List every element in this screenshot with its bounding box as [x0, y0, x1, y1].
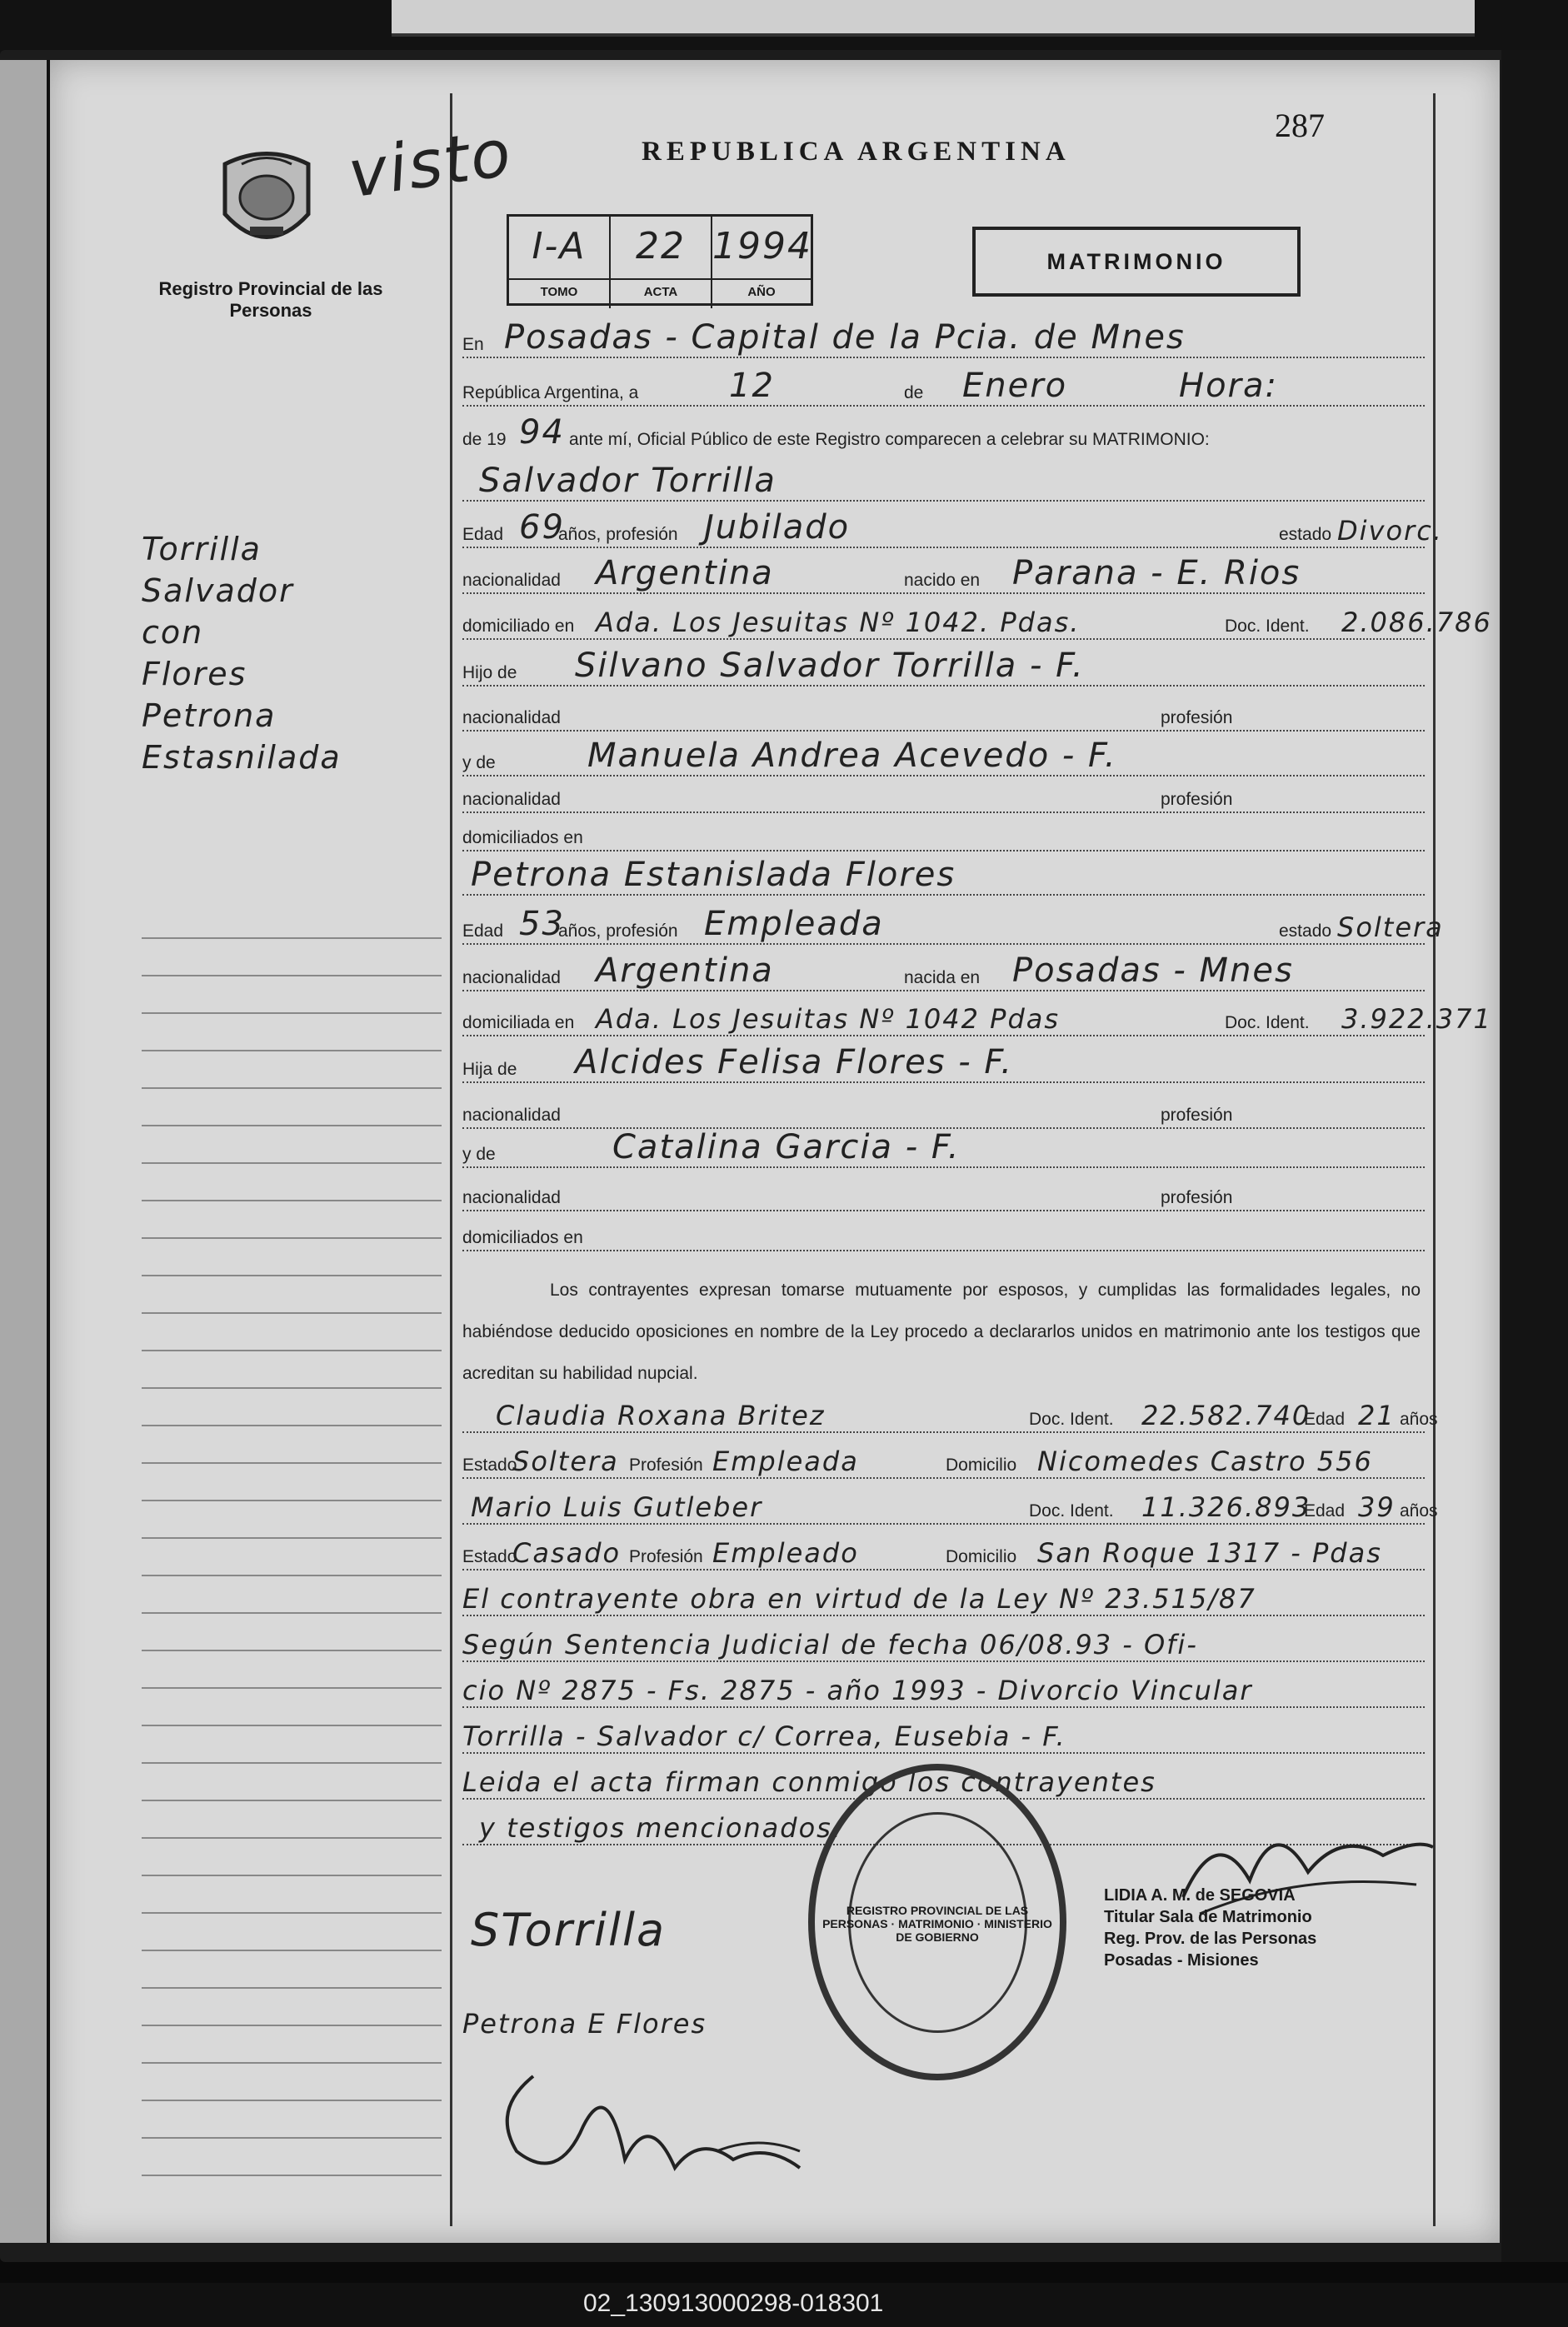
page-number: 287	[1275, 107, 1325, 144]
groom-domicile-line	[462, 820, 1425, 856]
groom-address: Ada. Los Jesuitas Nº 1042. Pdas.	[596, 607, 1081, 638]
place-line	[462, 318, 1425, 363]
estado-label: Estado	[462, 1456, 517, 1475]
doc-label: Doc. Ident.	[1225, 1013, 1310, 1032]
groom-mother-line	[462, 737, 1425, 781]
witness2-age: 39	[1358, 1491, 1396, 1523]
month-value: Enero	[962, 367, 1068, 405]
doc-label: Doc. Ident.	[1029, 1501, 1114, 1521]
day-value: 12	[729, 367, 775, 405]
de19-label: de 19	[462, 430, 507, 449]
groom-nationality-line	[462, 554, 1425, 599]
document-title: REPUBLICA ARGENTINA	[642, 137, 1071, 167]
nacionalidad-label: nacionalidad	[462, 708, 561, 727]
bride-mother: Catalina Garcia - F.	[612, 1128, 961, 1166]
witness2-doc: 11.326.893	[1141, 1491, 1311, 1523]
margin-rule	[450, 93, 452, 2226]
visto-mark: visto	[343, 115, 517, 213]
profesion-label: profesión	[1161, 1106, 1233, 1125]
image-id-label: 02_130913000298-018301	[583, 2290, 884, 2317]
note-line	[462, 1676, 1425, 1713]
bride-signature	[462, 2010, 879, 2046]
note-line	[462, 1585, 1425, 1621]
statement-line	[462, 413, 1425, 458]
witness-signature-scribble	[483, 2060, 833, 2193]
nacionalidad-label: nacionalidad	[462, 968, 561, 987]
nacionalidad-label: nacionalidad	[462, 1106, 561, 1125]
bride-domicile-line	[462, 1220, 1425, 1256]
official-block	[1104, 1885, 1316, 1971]
nacionalidad-label: nacionalidad	[462, 1188, 561, 1207]
bride-age-line	[462, 905, 1444, 950]
note-text: y testigos mencionados.	[479, 1812, 843, 1844]
witness2-status: Casado	[512, 1537, 622, 1569]
margin-note-line: Estasnilada	[142, 739, 342, 776]
estado-label: Estado	[462, 1547, 517, 1566]
hora-value: Hora:	[1179, 367, 1278, 405]
tomo-label: TOMO	[509, 278, 609, 299]
yde-label: y de	[462, 1145, 496, 1164]
profesion-label: años, profesión	[558, 921, 678, 941]
domiciliados-label: domiciliados en	[462, 828, 583, 847]
groom-father-nationality-line	[462, 700, 1425, 737]
groom-name-line	[462, 462, 1425, 507]
groom-address-line	[462, 607, 1492, 645]
margin-note-line: Petrona	[142, 697, 277, 734]
place-value: Posadas - Capital de la Pcia. de Mnes	[504, 318, 1186, 357]
nacionalidad-label: nacionalidad	[462, 790, 561, 809]
doc-label: Doc. Ident.	[1029, 1410, 1114, 1429]
edad-label: Edad	[462, 525, 504, 544]
anio-value: 1994	[712, 225, 812, 267]
official-name: LIDIA A. M. de SEGOVIA	[1104, 1886, 1296, 1905]
official-office: Reg. Prov. de las Personas	[1104, 1930, 1317, 1948]
registry-name: Registro Provincial de las Personas	[158, 278, 383, 321]
note-line	[462, 1722, 1425, 1759]
year-value: 94	[519, 413, 565, 452]
profesion-label: profesión	[1161, 708, 1233, 727]
witness1-profession: Empleada	[712, 1446, 859, 1477]
edad-label: Edad	[462, 921, 504, 941]
witness2-name: Mario Luis Gutleber	[471, 1491, 763, 1523]
footer-bar	[0, 2283, 1568, 2327]
right-book-edge	[1501, 50, 1568, 2262]
witness1-age: 21	[1358, 1400, 1396, 1431]
official-title: Titular Sala de Matrimonio	[1104, 1908, 1312, 1926]
de-label: de	[904, 383, 924, 402]
coat-of-arms-icon	[217, 147, 317, 256]
groom-signature-text: STorrilla	[471, 1904, 667, 1956]
previous-page-edge	[392, 0, 1475, 37]
note-text: El contrayente obra en virtud de la Ley Nº 23.515/87	[462, 1583, 1256, 1615]
groom-father: Silvano Salvador Torrilla - F.	[575, 647, 1085, 685]
witness1-status: Soltera	[512, 1446, 619, 1477]
bride-age: 53	[519, 905, 565, 943]
bride-father: Alcides Felisa Flores - F.	[575, 1043, 1013, 1081]
republica-label: República Argentina, a	[462, 383, 639, 402]
nacionalidad-label: nacionalidad	[462, 571, 561, 590]
witness1-address: Nicomedes Castro 556	[1037, 1446, 1373, 1477]
nacido-label: nacido en	[904, 571, 981, 590]
groom-birthplace: Parana - E. Rios	[1012, 554, 1301, 592]
official-city: Posadas - Misiones	[1104, 1951, 1259, 1970]
bride-doc: 3.922.371	[1341, 1003, 1492, 1035]
hija-label: Hija de	[462, 1060, 517, 1079]
groom-age: 69	[519, 508, 565, 547]
groom-father-line	[462, 647, 1425, 692]
record-type-box: MATRIMONIO	[972, 227, 1301, 297]
bride-nationality-line	[462, 951, 1425, 996]
witness1-detail-line	[462, 1447, 1425, 1484]
witness2-line	[462, 1491, 1438, 1530]
acta-label: ACTA	[611, 278, 711, 299]
edad-label: Edad	[1304, 1501, 1346, 1521]
bride-address-line	[462, 1003, 1492, 1041]
date-line	[462, 367, 1425, 412]
domicilio-label: domiciliada en	[462, 1013, 575, 1032]
bride-status: Soltera	[1337, 911, 1444, 943]
profesion-label: profesión	[1161, 790, 1233, 809]
record-box	[507, 214, 813, 306]
witness1-line	[462, 1400, 1438, 1438]
profesion-label: profesión	[1161, 1188, 1233, 1207]
bride-name-line	[462, 856, 1425, 901]
witness2-profession: Empleado	[712, 1537, 859, 1569]
profesion-label: años, profesión	[558, 525, 678, 544]
anios-label: años	[1400, 1410, 1438, 1429]
bride-mother-nationality-line	[462, 1180, 1425, 1216]
groom-status: Divorc.	[1337, 515, 1443, 547]
estado-label: estado	[1279, 921, 1332, 941]
anio-cell	[712, 217, 811, 308]
groom-mother-nationality-line	[462, 781, 1425, 818]
hijo-label: Hijo de	[462, 663, 517, 682]
bride-address: Ada. Los Jesuitas Nº 1042 Pdas	[596, 1003, 1061, 1035]
note-text: cio Nº 2875 - Fs. 2875 - año 1993 - Divorcio Vincular	[462, 1675, 1253, 1706]
groom-doc: 2.086.786	[1341, 607, 1492, 638]
stamp-text: REGISTRO PROVINCIAL DE LAS PERSONAS · MATRIMONIO · MINISTERIO DE GOBIERNO	[822, 1904, 1052, 1944]
note-line	[462, 1630, 1425, 1667]
bride-father-line	[462, 1043, 1425, 1088]
bride-name: Petrona Estanislada Flores	[471, 856, 956, 894]
domicilio-label: domiciliado en	[462, 617, 575, 636]
en-label: En	[462, 335, 484, 354]
bride-birthplace: Posadas - Mnes	[1012, 951, 1294, 990]
estado-label: estado	[1279, 525, 1332, 544]
margin-note-line: Torrilla	[142, 531, 262, 567]
anio-label: AÑO	[712, 278, 811, 299]
acta-cell	[611, 217, 711, 308]
domicilio-label: Domicilio	[946, 1456, 1017, 1475]
official-stamp	[808, 1764, 1066, 2080]
margin-note-line: Flores	[142, 656, 247, 692]
domiciliados-label: domiciliados en	[462, 1228, 583, 1247]
tomo-cell	[509, 217, 609, 308]
declaration-text: Los contrayentes expresan tomarse mutuamente por esposos, y cumplidas las formalidades legales, no habiéndose deducido oposiciones en nombre de la Ley procedo a declararlos unidos en matrimonio ante los testigos que acreditan su habilidad nupcial.	[462, 1281, 1421, 1383]
nacida-label: nacida en	[904, 968, 981, 987]
profesion-label: Profesión	[629, 1547, 703, 1566]
left-page-edge	[0, 60, 50, 2243]
bride-mother-line	[462, 1128, 1425, 1173]
profesion-label: Profesión	[629, 1456, 703, 1475]
document-page	[50, 60, 1500, 2243]
domicilio-label: Domicilio	[946, 1547, 1017, 1566]
doc-label: Doc. Ident.	[1225, 617, 1310, 636]
witness1-doc: 22.582.740	[1141, 1400, 1311, 1431]
tomo-value: I-A	[532, 225, 587, 267]
margin-note-line: Salvador	[142, 572, 294, 609]
anios-label: años	[1400, 1501, 1438, 1521]
edad-label: Edad	[1304, 1410, 1346, 1429]
bride-profession: Empleada	[704, 905, 884, 943]
acta-value: 22	[636, 225, 686, 267]
note-text: Leida el acta firman conmigo los contrayentes	[462, 1766, 1156, 1798]
groom-age-line	[462, 508, 1443, 553]
witness2-address: San Roque 1317 - Pdas	[1037, 1537, 1382, 1569]
note-text: Según Sentencia Judicial de fecha 06/08.93 - Ofi-	[462, 1629, 1198, 1660]
bride-nationality: Argentina	[596, 951, 774, 990]
groom-mother: Manuela Andrea Acevedo - F.	[587, 737, 1117, 775]
groom-nationality: Argentina	[596, 554, 774, 592]
witness2-detail-line	[462, 1539, 1425, 1575]
statement-text: ante mí, Oficial Público de este Registro comparecen a celebrar su MATRIMONIO:	[569, 430, 1210, 449]
groom-name: Salvador Torrilla	[479, 462, 777, 500]
margin-note-line: con	[142, 614, 204, 651]
note-text: Torrilla - Salvador c/ Correa, Eusebia - F.	[462, 1720, 1066, 1752]
groom-profession: Jubilado	[704, 508, 851, 547]
bride-signature-text: Petrona E Flores	[462, 2008, 707, 2040]
yde-label: y de	[462, 753, 496, 772]
margin-ruled-lines	[142, 901, 442, 2201]
witness1-name: Claudia Roxana Britez	[496, 1400, 826, 1431]
